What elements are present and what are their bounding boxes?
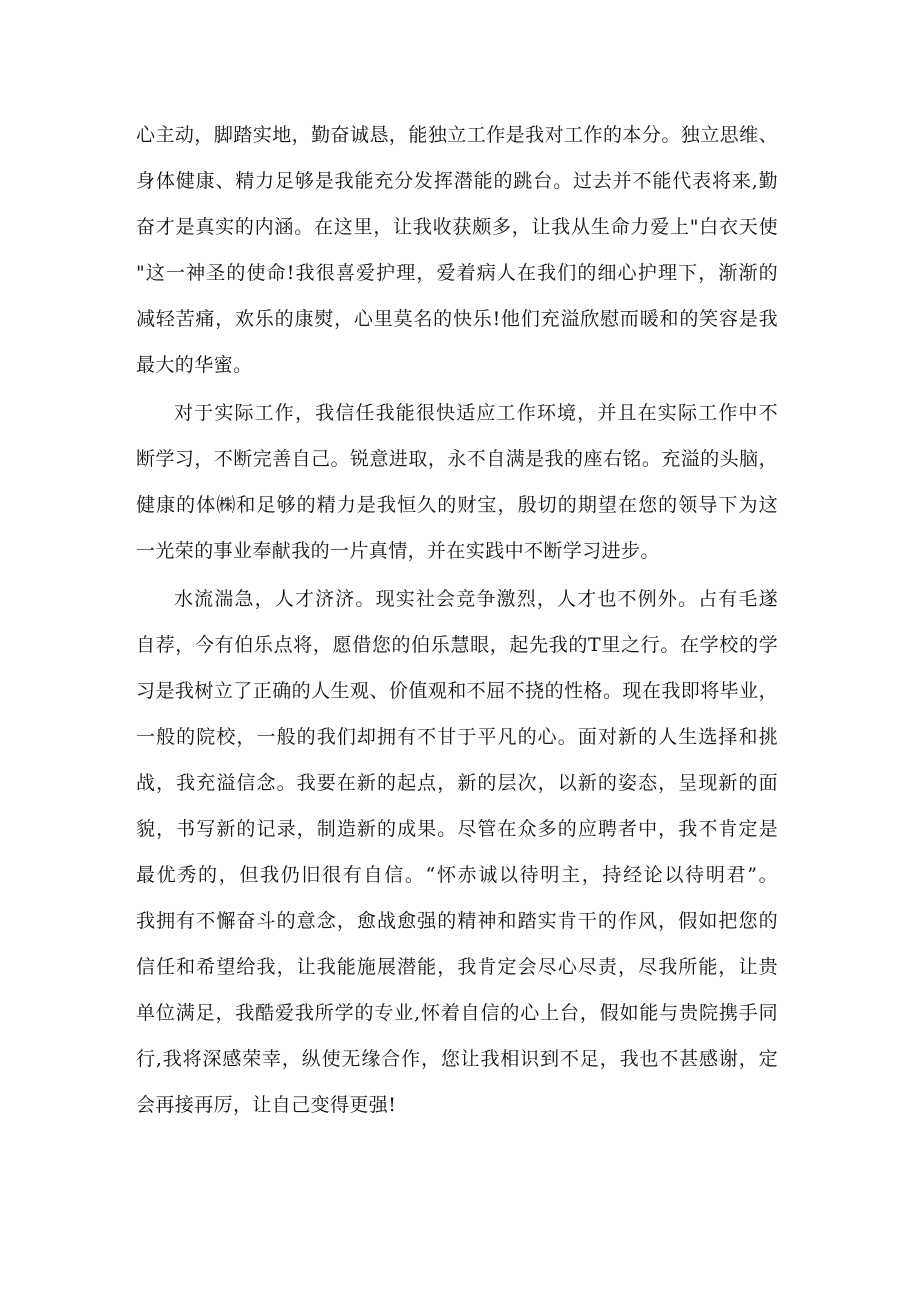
text-line: 战，我充溢信念。我要在新的起点，新的层次，以新的姿态，呈现新的面	[136, 772, 778, 794]
text-line: 我拥有不懈奋斗的意念，愈战愈强的精神和踏实肯干的作风，假如把您的	[136, 910, 778, 932]
text-line: 会再接再厉，让自己变得更强!	[136, 1094, 397, 1116]
text-line: 自荐，今有伯乐点将，愿借您的伯乐慧眼，起先我的T里之行。在学校的学	[136, 634, 778, 656]
paragraph-2	[136, 390, 778, 574]
text-line: 信任和希望给我，让我能施展潜能，我肯定会尽心尽责，尽我所能，让贵	[136, 956, 778, 978]
document-body	[136, 112, 778, 1128]
text-line: 一般的院校，一般的我们却拥有不甘于平凡的心。面对新的人生选择和挑	[136, 726, 778, 748]
text-line: 断学习，不断完善自己。锐意进取，永不自满是我的座右铭。充溢的头脑，	[136, 448, 778, 470]
text-line: 一光荣的事业奉献我的一片真情，并在实践中不断学习进步。	[136, 540, 660, 562]
paragraph-3	[136, 576, 778, 1128]
text-line: 习是我树立了正确的人生观、价值观和不屈不挠的性格。现在我即将毕业，	[136, 680, 778, 702]
text-line: 减轻苦痛，欢乐的康熨，心里莫名的快乐!他们充溢欣慰而暖和的笑容是我	[136, 308, 778, 330]
text-line: "这一神圣的使命!我很喜爱护理，爱着病人在我们的细心护理下，渐渐的	[136, 262, 778, 284]
paragraph-1	[136, 112, 778, 388]
text-line: 单位满足，我酷爱我所学的专业,怀着自信的心上台，假如能与贵院携手同	[136, 1002, 778, 1024]
text-line: 对于实际工作，我信任我能很快适应工作环境，并且在实际工作中不	[174, 402, 778, 424]
text-line: 貌，书写新的记录，制造新的成果。尽管在众多的应聘者中，我不肯定是	[136, 818, 778, 840]
text-line: 水流湍急，人才济济。现实社会竞争激烈，人才也不例外。占有毛遂	[174, 588, 778, 610]
text-line: 奋才是真实的内涵。在这里，让我收获颇多，让我从生命力爱上"白衣天使	[136, 216, 778, 238]
text-line: 心主动，脚踏实地，勤奋诚恳，能独立工作是我对工作的本分。独立思维、	[136, 124, 778, 146]
text-line: 行,我将深感荣幸，纵使无缘合作，您让我相识到不足，我也不甚感谢，定	[136, 1048, 778, 1070]
text-line: 最优秀的，但我仍旧很有自信。“怀赤诚以待明主，持经论以待明君”。	[136, 864, 778, 886]
text-line: 最大的华蜜。	[136, 354, 253, 376]
text-line: 健康的体㈱和足够的精力是我恒久的财宝，殷切的期望在您的领导下为这	[136, 494, 778, 516]
text-line: 身体健康、精力足够是我能充分发挥潜能的跳台。过去并不能代表将来,勤	[136, 170, 778, 192]
